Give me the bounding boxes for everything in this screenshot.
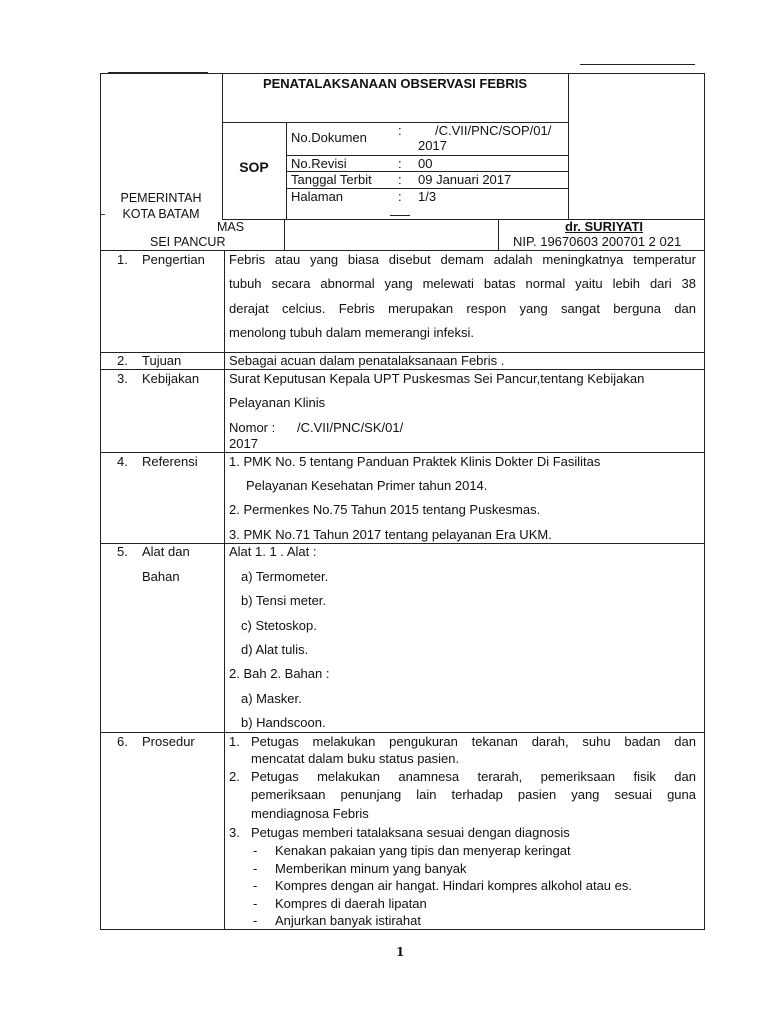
page-label: Halaman bbox=[291, 189, 344, 204]
page-number: 1 bbox=[396, 945, 405, 959]
bahan-item: b) Handscoon. bbox=[241, 715, 326, 730]
section-label-bahan: Bahan bbox=[142, 569, 180, 584]
header-end-rule bbox=[100, 250, 704, 251]
tujuan-line: Sebagai acuan dalam penatalaksanaan Febris . bbox=[229, 353, 505, 368]
row-rule-5 bbox=[100, 732, 704, 733]
doc-number-year: 2017 bbox=[418, 138, 447, 153]
org-line-3: MAS bbox=[217, 220, 245, 234]
section-number: 5. bbox=[117, 544, 128, 559]
signer-nip: NIP. 19670603 200701 2 021 bbox=[513, 234, 682, 249]
referensi-line: 3. PMK No.71 Tahun 2017 tentang pelayanan Era UKM. bbox=[229, 527, 552, 542]
prosedur-step-text: pemeriksaan penunjang lain terhadap pasien yang sesuai guna bbox=[251, 787, 696, 802]
prosedur-bullet: Kompres di daerah lipatan bbox=[275, 896, 427, 911]
page-colon: : bbox=[398, 189, 402, 204]
bullet-dash: - bbox=[253, 896, 258, 911]
prosedur-bullet: Memberikan minum yang banyak bbox=[275, 861, 467, 876]
prosedur-bullet: Anjurkan banyak istirahat bbox=[275, 913, 421, 928]
prosedur-step-number: 2. bbox=[229, 769, 240, 784]
doc-number-label: No.Dokumen bbox=[291, 130, 367, 145]
header-rule-right bbox=[580, 64, 695, 65]
section-label-kebijakan: Kebijakan bbox=[142, 371, 200, 386]
issue-date-label: Tanggal Terbit bbox=[291, 172, 372, 187]
pengertian-line: Febris atau yang biasa disebut demam adalah meningkatnya temperatur bbox=[229, 252, 696, 267]
document-title: PENATALAKSANAAN OBSERVASI FEBRIS bbox=[262, 76, 528, 91]
table-bottom-border bbox=[100, 929, 705, 930]
kebijakan-line: 2017 bbox=[229, 436, 258, 451]
row-rule-2 bbox=[100, 369, 704, 370]
sign-divider-2 bbox=[498, 219, 499, 250]
section-label-tujuan: Tujuan bbox=[142, 353, 182, 368]
header-tick bbox=[390, 215, 410, 216]
alat-item: d) Alat tulis. bbox=[241, 642, 309, 657]
pengertian-line: tubuh secara abnormal yang melewati batas normal yaitu lebih dari 38 bbox=[229, 276, 696, 291]
revision-value: 00 bbox=[418, 156, 433, 171]
section-number: 2. bbox=[117, 353, 128, 368]
alat-item: c) Stetoskop. bbox=[241, 618, 317, 633]
pengertian-line: derajat celcius. Febris merupakan respon yang sangat berguna dan bbox=[229, 301, 696, 316]
kebijakan-line: Surat Keputusan Kepala UPT Puskesmas Sei Pancur,tentang Kebijakan bbox=[229, 371, 645, 386]
alat-item: a) Termometer. bbox=[241, 569, 329, 584]
bullet-dash: - bbox=[253, 843, 258, 858]
org-mark bbox=[101, 214, 105, 215]
alat-item: b) Tensi meter. bbox=[241, 593, 327, 608]
bullet-dash: - bbox=[253, 861, 258, 876]
prosedur-step-number: 1. bbox=[229, 734, 240, 749]
prosedur-step-text: Petugas melakukan anamnesa terarah, pemeriksaan fisik dan bbox=[251, 769, 696, 784]
page-value: 1/3 bbox=[418, 189, 437, 204]
doc-number-colon: : bbox=[398, 123, 402, 138]
alat-line: Alat 1. 1 . Alat : bbox=[229, 544, 317, 559]
header-divider-left bbox=[222, 73, 223, 219]
org-line-1: PEMERINTAH bbox=[120, 191, 202, 205]
issue-date-colon: : bbox=[398, 172, 402, 187]
bahan-line: 2. Bah 2. Bahan : bbox=[229, 666, 330, 681]
pengertian-line: menolong tubuh dalam memerangi infeksi. bbox=[229, 325, 474, 340]
bahan-item: a) Masker. bbox=[241, 691, 302, 706]
kebijakan-line: /C.VII/PNC/SK/01/ bbox=[297, 420, 404, 435]
referensi-line: 1. PMK No. 5 tentang Panduan Praktek Klinis Dokter Di Fasilitas bbox=[229, 454, 601, 469]
kebijakan-line: Pelayanan Klinis bbox=[229, 395, 326, 410]
table-top-border bbox=[100, 73, 704, 74]
prosedur-step-text: mencatat dalam buku status pasien. bbox=[251, 751, 460, 766]
section-label-referensi: Referensi bbox=[142, 454, 198, 469]
referensi-line: Pelayanan Kesehatan Primer tahun 2014. bbox=[246, 478, 488, 493]
bullet-dash: - bbox=[253, 913, 258, 928]
doc-number-value: /C.VII/PNC/SOP/01/ bbox=[435, 123, 552, 138]
org-line-4: SEI PANCUR bbox=[150, 235, 226, 249]
revision-label: No.Revisi bbox=[291, 156, 347, 171]
prosedur-step-number: 3. bbox=[229, 825, 240, 840]
bullet-dash: - bbox=[253, 878, 258, 893]
header-divider-right bbox=[568, 73, 569, 219]
revision-colon: : bbox=[398, 156, 402, 171]
prosedur-step-text: Petugas memberi tatalaksana sesuai dengan diagnosis bbox=[251, 825, 570, 840]
row-rule-4 bbox=[100, 543, 704, 544]
section-number: 6. bbox=[117, 734, 128, 749]
table-right-border bbox=[704, 73, 705, 930]
section-label-pengertian: Pengertian bbox=[142, 252, 205, 267]
prosedur-bullet: Kenakan pakaian yang tipis dan menyerap keringat bbox=[275, 843, 571, 858]
section-label-prosedur: Prosedur bbox=[142, 734, 195, 749]
prosedur-step-text: mendiagnosa Febris bbox=[251, 806, 369, 821]
prosedur-step-text: Petugas melakukan pengukuran tekanan darah, suhu badan dan bbox=[251, 734, 696, 749]
section-number: 1. bbox=[117, 252, 128, 267]
kebijakan-line: Nomor : bbox=[229, 420, 276, 435]
sign-divider-1 bbox=[284, 219, 285, 250]
signer-name: dr. SURIYATI bbox=[565, 219, 644, 234]
section-number: 3. bbox=[117, 371, 128, 386]
section-number: 4. bbox=[117, 454, 128, 469]
org-line-2: KOTA BATAM bbox=[122, 207, 200, 221]
referensi-line: 2. Permenkes No.75 Tahun 2015 tentang Puskesmas. bbox=[229, 502, 541, 517]
section-label-alat: Alat dan bbox=[142, 544, 190, 559]
prosedur-bullet: Kompres dengan air hangat. Hindari kompres alkohol atau es. bbox=[275, 878, 632, 893]
issue-date-value: 09 Januari 2017 bbox=[418, 172, 512, 187]
sop-label: SOP bbox=[239, 159, 269, 175]
row-rule-3 bbox=[100, 452, 704, 453]
